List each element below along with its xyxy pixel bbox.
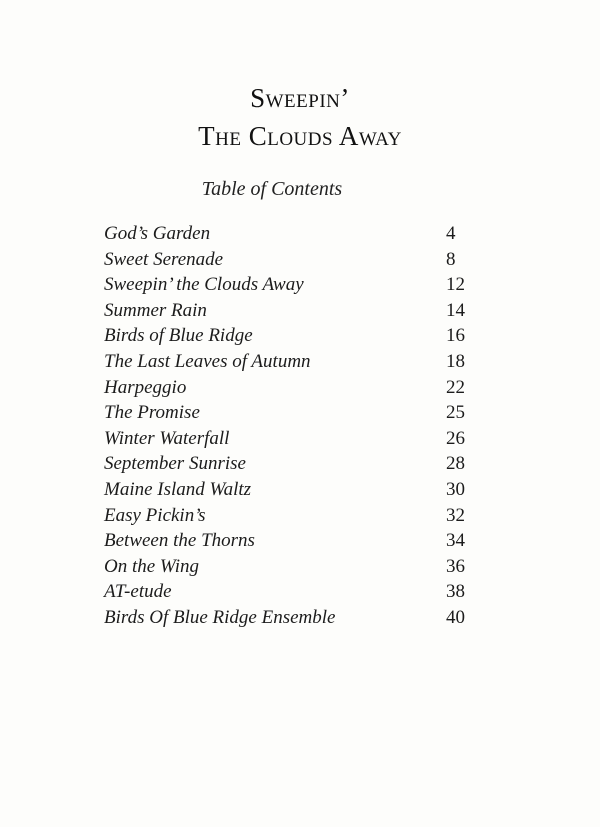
- toc-entry-page: 14: [446, 299, 465, 321]
- toc-entry-title: The Last Leaves of Autumn: [104, 350, 311, 372]
- toc-entry-title: Sweepin’ the Clouds Away: [104, 274, 304, 296]
- toc-entry-title: Birds of Blue Ridge: [104, 325, 253, 347]
- toc-entry-page: 38: [446, 581, 465, 603]
- toc-entry: [104, 477, 484, 503]
- toc-entry-page: 12: [446, 274, 465, 296]
- toc-entry-title: The Promise: [104, 402, 200, 424]
- book-title-line-2: The Clouds Away: [198, 121, 402, 151]
- toc-entry-page: 16: [446, 325, 465, 347]
- toc-entry: [104, 554, 484, 580]
- toc-entry-title: Summer Rain: [104, 299, 207, 321]
- toc-entry: [104, 503, 484, 529]
- toc-entry-title: God’s Garden: [104, 223, 211, 244]
- toc-entry-title: Winter Waterfall: [104, 427, 230, 449]
- toc-entry-title: AT-etude: [104, 581, 172, 603]
- toc-entry: [104, 451, 484, 477]
- toc-entry-page: 18: [446, 350, 465, 372]
- toc-entry-page: 8: [446, 248, 456, 270]
- toc-entry-page: 4: [446, 223, 456, 244]
- toc-entry-page: 22: [446, 376, 465, 398]
- toc-entry-title: Easy Pickin’s: [104, 504, 206, 526]
- toc-entry: [104, 298, 484, 324]
- toc-entry-page: 26: [446, 427, 465, 449]
- toc-entry: [104, 349, 484, 375]
- toc-list: [104, 221, 484, 631]
- toc-entry-page: 40: [446, 606, 465, 628]
- toc-heading: Table of Contents: [201, 178, 343, 200]
- toc-entry: [104, 605, 484, 631]
- toc-entry-page: 30: [446, 478, 465, 500]
- toc-entry-title: On the Wing: [104, 555, 199, 577]
- toc-entry: [104, 323, 484, 349]
- toc-entry-page: 34: [446, 530, 465, 552]
- toc-entry: [104, 426, 484, 452]
- toc-entry: [104, 375, 484, 401]
- toc-entry: [104, 400, 484, 426]
- toc-entry-title: Between the Thorns: [104, 530, 255, 552]
- toc-entry-title: Harpeggio: [104, 376, 187, 398]
- toc-entry-title: September Sunrise: [104, 453, 246, 475]
- toc-entry-page: 36: [446, 555, 465, 577]
- toc-entry-page: 25: [446, 402, 465, 424]
- toc-entry: [104, 272, 484, 298]
- toc-entry-title: Maine Island Waltz: [104, 478, 252, 500]
- toc-entry: [104, 528, 484, 554]
- toc-entry-title: Birds Of Blue Ridge Ensemble: [104, 606, 336, 628]
- toc-entry-page: 32: [446, 504, 465, 526]
- toc-entry: [104, 221, 484, 247]
- toc-entry: [104, 247, 484, 273]
- toc-entry: [104, 579, 484, 605]
- book-title-line-1: Sweepin’: [250, 83, 350, 113]
- toc-entry-page: 28: [446, 453, 465, 475]
- toc-entry-title: Sweet Serenade: [104, 248, 224, 270]
